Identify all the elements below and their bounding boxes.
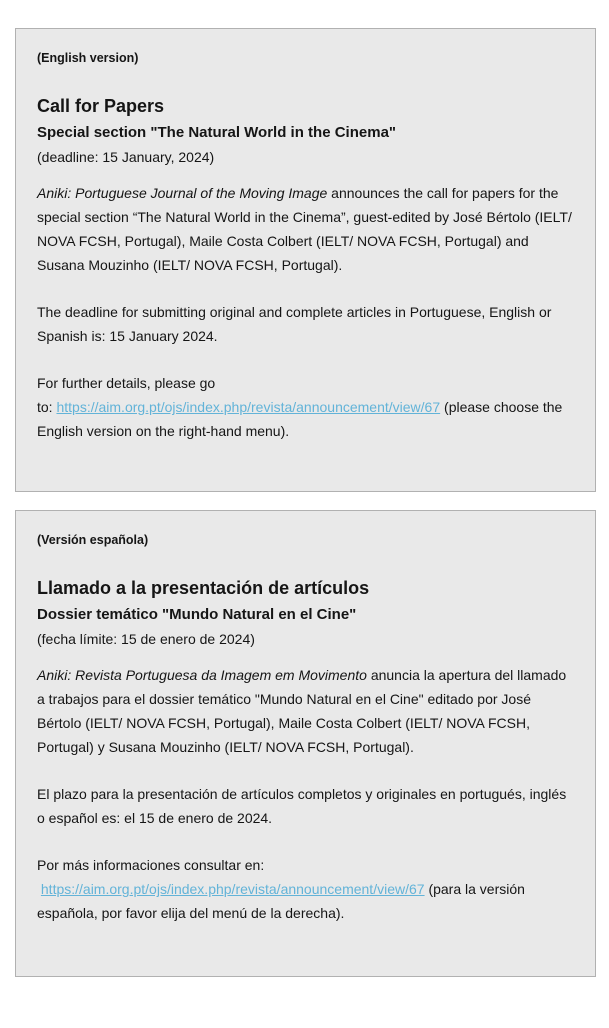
announcement-panel-spanish (15, 510, 596, 977)
announcement-title: Llamado a la presentación de artículos (37, 578, 370, 598)
intro-text: announces the call for papers for the special section “The Natural World in the Cinema”, guest-edited by José Bértolo (IELT/ NOVA FCSH, Portugal), Maile Costa Colbert (IELT/ NOVA FCSH, Portugal) and Susana Mouzinho (IELT/ NOVA FCSH, Portugal). (37, 185, 576, 273)
deadline-text: El plazo para la presentación de artículos completos y originales en portugués, inglés o español es: el 15 de enero de 2024. (37, 786, 571, 826)
link-suffix: (please choose the English version on the right-hand menu). (37, 399, 567, 439)
details-lead: Por más informaciones consultar en: (37, 857, 265, 873)
link-suffix: (para la versión española, por favor elija del menú de la derecha). (37, 881, 529, 921)
deadline-paragraph (37, 782, 574, 830)
deadline-text: The deadline for submitting original and complete articles in Portuguese, English or Spanish is: 15 January 2024. (37, 304, 556, 344)
details-lead: For further details, please go (37, 375, 216, 391)
intro-text: anuncia la apertura del llamado a trabajos para el dossier temático "Mundo Natural en el Cine" editado por José Bértolo (IELT/ NOVA FCSH, Portugal), Maile Costa Colbert (IELT/ NOVA FCSH, Portugal) y Susana Mouzinho (IELT/ NOVA FCSH, Portugal). (37, 667, 571, 755)
intro-paragraph (37, 663, 574, 759)
announcement-panel-english (15, 28, 596, 492)
deadline-line: (deadline: 15 January, 2024) (37, 149, 215, 165)
announcement-subtitle: Special section "The Natural World in the Cinema" (37, 124, 397, 141)
details-paragraph (37, 371, 574, 443)
announcement-heading (37, 92, 574, 169)
details-paragraph (37, 853, 574, 925)
deadline-paragraph (37, 300, 574, 348)
language-note: (English version) (37, 51, 139, 65)
link-prefix: to: (37, 399, 57, 415)
announcement-heading (37, 574, 574, 651)
announcement-subtitle: Dossier temático "Mundo Natural en el Cine" (37, 606, 357, 623)
intro-paragraph (37, 181, 574, 277)
deadline-line: (fecha límite: 15 de enero de 2024) (37, 631, 255, 647)
journal-name: Aniki: Portuguese Journal of the Moving Image (37, 185, 328, 201)
announcement-link[interactable]: https://aim.org.pt/ojs/index.php/revista/announcement/view/67 (40, 881, 425, 897)
announcement-title: Call for Papers (37, 96, 165, 116)
announcement-link[interactable]: https://aim.org.pt/ojs/index.php/revista/announcement/view/67 (56, 399, 441, 415)
journal-name: Aniki: Revista Portuguesa da Imagem em Movimento (37, 667, 367, 683)
language-note: (Versión española) (37, 533, 149, 547)
